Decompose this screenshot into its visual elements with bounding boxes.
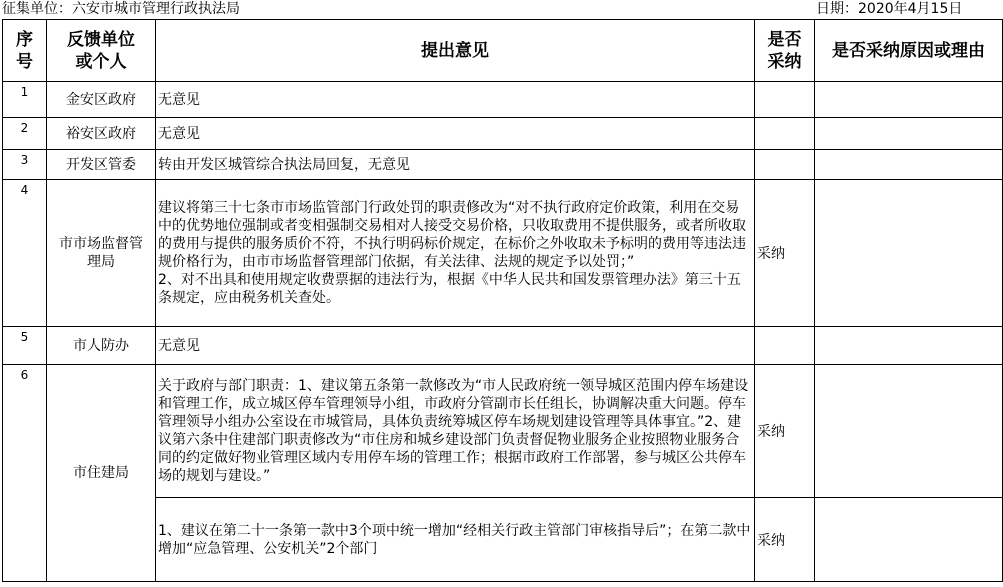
reason-cell	[815, 150, 1003, 180]
unit-cell: 金安区政府	[47, 82, 156, 118]
col-header-seq: 序号	[3, 20, 47, 82]
collecting-unit-label: 征集单位：六安市城市管理行政执法局	[2, 1, 240, 17]
date-label: 日期：2020年4月15日	[816, 1, 963, 17]
reason-cell	[815, 327, 1003, 365]
opinion-cell: 关于政府与部门职责：1、建议第五条第一款修改为“市人民政府统一领导城区范围内停车场建设和管理工作，成立城区停车管理领导小组，市政府分管副市长任组长，协调解决重大问题。停车管理领导小组办公室设在市城管局，具体负责统筹城区停车场规划建设管理等具体事宜。”2、建议第六条中住建部门职责修改为“市住房和城乡建设部门负责督促物业服务企业按照物业服务合同的约定做好物业管理区域内专用停车场的管理工作；根据市政府工作部署，参与城区公共停车场的规划与建设。”	[156, 365, 755, 498]
unit-cell: 开发区管委	[47, 150, 156, 180]
reason-cell-2	[815, 498, 1003, 582]
table-row	[3, 180, 1003, 327]
opinion-cell: 无意见	[156, 118, 755, 150]
unit-cell: 市人防办	[47, 327, 156, 365]
col-header-opinion: 提出意见	[156, 20, 755, 82]
table-row	[3, 365, 1003, 498]
adopted-cell	[755, 82, 815, 118]
seq-cell: 4	[3, 180, 47, 327]
adopted-cell	[755, 327, 815, 365]
col-header-reason: 是否采纳原因或理由	[815, 20, 1003, 82]
reason-cell	[815, 118, 1003, 150]
unit-cell: 市住建局	[47, 365, 156, 582]
col-header-feedback-unit: 反馈单位或个人	[47, 20, 156, 82]
adopted-cell: 采纳	[755, 180, 815, 327]
seq-cell: 5	[3, 327, 47, 365]
table-row	[3, 118, 1003, 150]
reason-cell	[815, 365, 1003, 498]
opinion-cell: 无意见	[156, 327, 755, 365]
table-header-row	[3, 20, 1003, 82]
opinion-cell: 无意见	[156, 82, 755, 118]
table-row	[3, 327, 1003, 365]
table-row	[3, 150, 1003, 180]
col-header-adopted: 是否采纳	[755, 20, 815, 82]
adopted-cell: 采纳	[755, 365, 815, 498]
table-row	[3, 82, 1003, 118]
opinion-cell: 转由开发区城管综合执法局回复，无意见	[156, 150, 755, 180]
reason-cell	[815, 180, 1003, 327]
feedback-table	[2, 19, 1003, 582]
reason-cell	[815, 82, 1003, 118]
seq-cell: 1	[3, 82, 47, 118]
opinion-cell: 建议将第三十七条市市场监管部门行政处罚的职责修改为“对不执行政府定价政策，利用在交易中的优势地位强制或者变相强制交易相对人接受交易价格，只收取费用不提供服务，或者所收取的费用与提供的服务质价不符，不执行明码标价规定，在标价之外收取未予标明的费用等违法违规价格行为，由市市场监督管理部门依据，有关法律、法规的规定予以处罚；” 2、对不出具和使用规定收费票据的违法行为，根据《中华人民共和国发票管理办法》第三十五条规定，应由税务机关查处。	[156, 180, 755, 327]
unit-cell: 市市场监督管理局	[47, 180, 156, 327]
adopted-cell	[755, 150, 815, 180]
seq-cell: 6	[3, 365, 47, 582]
seq-cell: 3	[3, 150, 47, 180]
unit-cell: 裕安区政府	[47, 118, 156, 150]
adopted-cell-2: 采纳	[755, 498, 815, 582]
adopted-cell	[755, 118, 815, 150]
seq-cell: 2	[3, 118, 47, 150]
opinion-cell-2: 1、建议在第二十一条第一款中3个项中统一增加“经相关行政主管部门审核指导后”；在第二款中增加“应急管理、公安机关”2个部门	[156, 498, 755, 582]
